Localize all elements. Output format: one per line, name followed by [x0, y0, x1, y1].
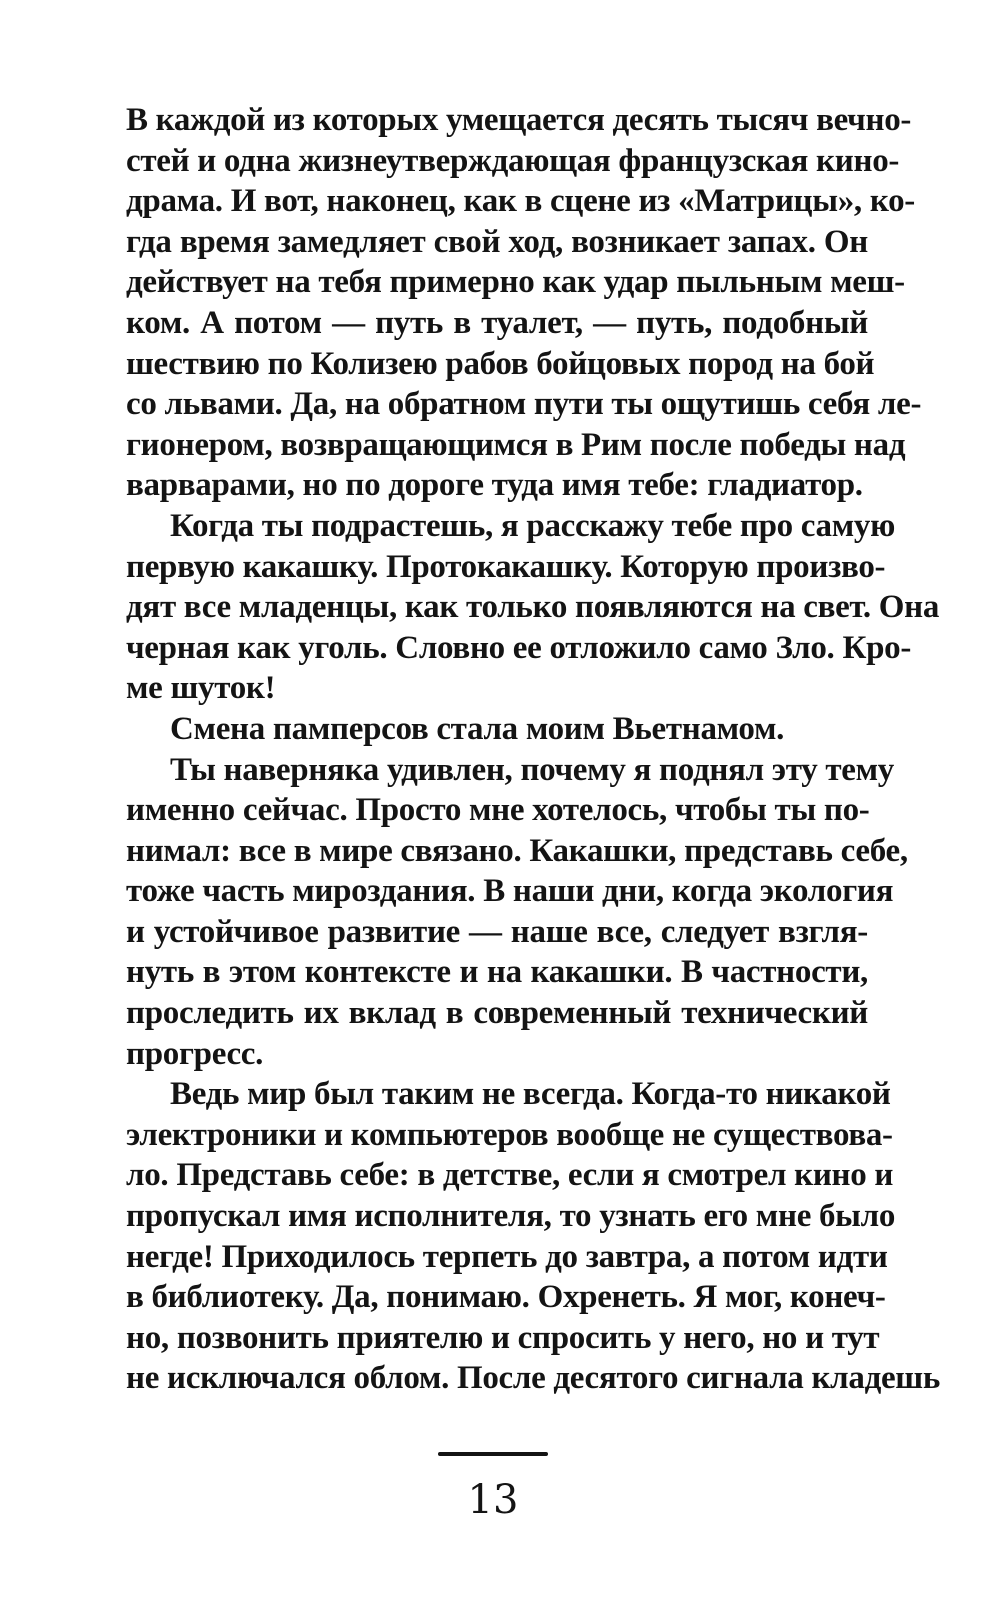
text-line: Когда ты подрастешь, я расскажу тебе про самую	[170, 507, 896, 544]
text-line: проследить их вклад в современный технический	[126, 995, 868, 1032]
text-line: стей и одна жизнеутверждающая французская кино-	[126, 142, 900, 179]
text-line: именно сейчас. Просто мне хотелось, чтобы ты по-	[126, 792, 870, 829]
text-line: ком. А потом — путь в туалет, — путь, подобный	[126, 304, 868, 341]
text-line: ме шуток!	[126, 670, 276, 707]
text-line: и устойчивое развитие — наше все, следует взгля-	[126, 913, 868, 950]
text-line: в библиотеку. Да, понимаю. Охренеть. Я мог, конеч-	[126, 1279, 886, 1316]
text-line: первую какашку. Протокакашку. Которую произво-	[126, 548, 886, 585]
paragraph	[126, 1074, 941, 1399]
text-line: В каждой из которых умещается десять тысяч вечно-	[126, 102, 912, 138]
text-line: пропускал имя исполнителя, то узнать его мне было	[126, 1198, 896, 1235]
paragraph	[126, 506, 940, 709]
text-line: со львами. Да, на обратном пути ты ощутишь себя ле-	[126, 386, 922, 423]
page-number: 13	[467, 1477, 519, 1523]
text-line: Ведь мир был таким не всегда. Когда-то никакой	[170, 1076, 891, 1113]
text-line: тоже часть мироздания. В наши дни, когда экология	[126, 873, 894, 910]
body-text	[126, 100, 941, 1399]
text-line: ло. Представь себе: в детстве, если я смотрел кино и	[126, 1157, 894, 1194]
footer-rule	[438, 1452, 548, 1456]
text-line: шествию по Колизею рабов бойцовых пород на бой	[126, 345, 875, 382]
paragraph	[126, 100, 922, 506]
text-line: черная как уголь. Словно ее отложило само Зло. Кро-	[126, 629, 912, 666]
text-line: нуть в этом контексте и на какашки. В частности,	[126, 954, 868, 991]
text-line: но, позвонить приятелю и спросить у него, но и тут	[126, 1319, 880, 1356]
text-line: прогресс.	[126, 1035, 264, 1072]
text-line: не исключался облом. После десятого сигнала кладешь	[126, 1360, 941, 1397]
text-line: нимал: все в мире связано. Какашки, представь себе,	[126, 832, 908, 869]
text-line: негде! Приходилось терпеть до завтра, а потом идти	[126, 1238, 888, 1275]
text-line: Смена памперсов стала моим Вьетнамом.	[170, 710, 785, 747]
text-line: электроники и компьютеров вообще не существова-	[126, 1116, 893, 1153]
paragraph	[126, 709, 868, 750]
text-line: Ты наверняка удивлен, почему я поднял эту тему	[170, 751, 894, 788]
text-line: гионером, возвращающимся в Рим после победы над	[126, 426, 906, 463]
text-line: действует на тебя примерно как удар пыльным меш-	[126, 264, 905, 301]
text-line: варварами, но по дороге туда имя тебе: гладиатор.	[126, 467, 863, 504]
text-line: драма. И вот, наконец, как в сцене из «Матрицы», ко-	[126, 183, 915, 220]
paragraph	[126, 750, 908, 1075]
text-line: гда время замедляет свой ход, возникает запах. Он	[126, 223, 868, 260]
text-line: дят все младенцы, как только появляются на свет. Она	[126, 589, 940, 626]
